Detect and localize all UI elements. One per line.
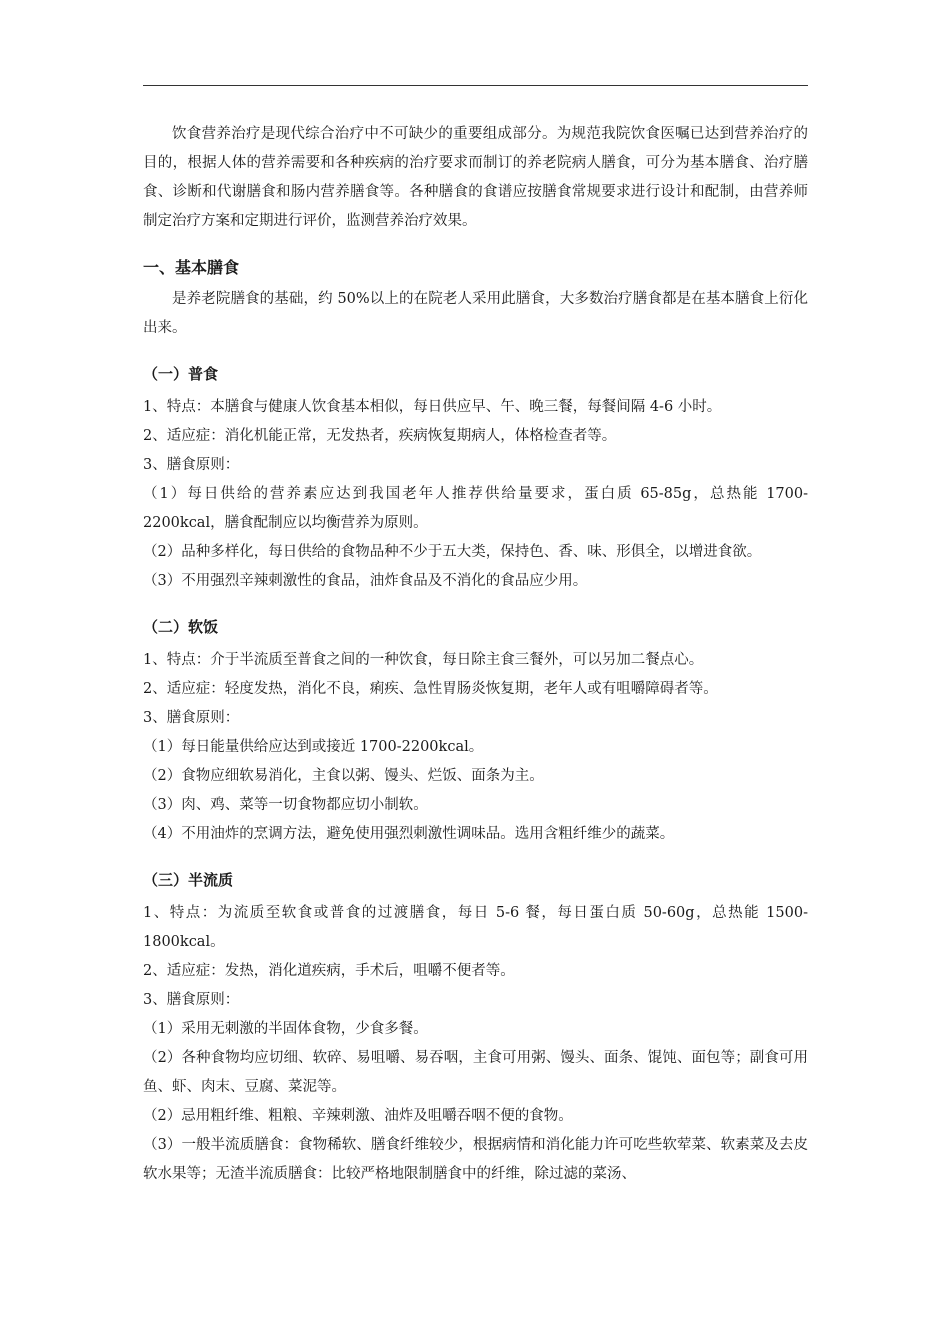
semi-liquid-diet-line: （2）各种食物均应切细、软碎、易咀嚼、易吞咽，主食可用粥、馒头、面条、馄饨、面包等；副食可用鱼、虾、肉末、豆腐、菜泥等。 <box>143 1050 808 1095</box>
soft-diet-line: （3）肉、鸡、菜等一切食物都应切小制软。 <box>143 797 428 813</box>
regular-diet-line: 3、膳食原则： <box>143 457 240 473</box>
semi-liquid-diet-line: （3）一般半流质膳食：食物稀软、膳食纤维较少，根据病情和消化能力许可吃些软荤菜、软素菜及去皮软水果等；无渣半流质膳食：比较严格地限制膳食中的纤维，除过滤的菜汤、 <box>143 1137 808 1182</box>
soft-diet-line: （4）不用油炸的烹调方法，避免使用强烈刺激性调味品。选用含粗纤维少的蔬菜。 <box>143 826 675 842</box>
regular-diet-line: 1、特点：本膳食与健康人饮食基本相似，每日供应早、午、晚三餐，每餐间隔 4-6 小时。 <box>143 399 722 415</box>
document-body <box>143 120 808 1189</box>
semi-liquid-diet-line: 2、适应症：发热，消化道疾病，手术后，咀嚼不便者等。 <box>143 963 515 979</box>
semi-liquid-diet-line: 3、膳食原则： <box>143 992 240 1008</box>
regular-diet-line: （2）品种多样化，每日供给的食物品种不少于五大类，保持色、香、味、形俱全，以增进食欲。 <box>143 544 762 560</box>
soft-diet-line: 1、特点：介于半流质至普食之间的一种饮食，每日除主食三餐外，可以另加二餐点心。 <box>143 652 704 668</box>
regular-diet-line: 2、适应症：消化机能正常，无发热者，疾病恢复期病人，体格检查者等。 <box>143 428 617 444</box>
section-intro-paragraph: 是养老院膳食的基础，约 50%以上的在院老人采用此膳食，大多数治疗膳食都是在基本膳食上衍化出来。 <box>143 291 808 336</box>
header-rule <box>143 85 808 86</box>
semi-liquid-diet-line: 1、特点：为流质至软食或普食的过渡膳食，每日 5-6 餐，每日蛋白质 50-60g，总热能 1500-1800kcal。 <box>143 905 808 950</box>
regular-diet-line: （1）每日供给的营养素应达到我国老年人推荐供给量要求，蛋白质 65-85g，总热能 1700-2200kcal，膳食配制应以均衡营养为原则。 <box>143 486 808 531</box>
subheading-semi-liquid-diet: （三）半流质 <box>143 871 234 889</box>
subheading-soft-diet: （二）软饭 <box>143 618 219 636</box>
section-heading-basic-diet: 一、基本膳食 <box>143 258 240 277</box>
semi-liquid-diet-line: （2）忌用粗纤维、粗粮、辛辣刺激、油炸及咀嚼吞咽不便的食物。 <box>143 1108 573 1124</box>
intro-paragraph: 饮食营养治疗是现代综合治疗中不可缺少的重要组成部分。为规范我院饮食医嘱已达到营养治疗的目的，根据人体的营养需要和各种疾病的治疗要求而制订的养老院病人膳食，可分为基本膳食、治疗膳食、诊断和代谢膳食和肠内营养膳食等。各种膳食的食谱应按膳食常规要求进行设计和配制，由营养师制定治疗方案和定期进行评价，监测营养治疗效果。 <box>143 126 808 229</box>
soft-diet-line: （1）每日能量供给应达到或接近 1700-2200kcal。 <box>143 739 484 755</box>
semi-liquid-diet-line: （1）采用无刺激的半固体食物，少食多餐。 <box>143 1021 428 1037</box>
soft-diet-line: 2、适应症：轻度发热，消化不良，痢疾、急性胃肠炎恢复期，老年人或有咀嚼障碍者等。 <box>143 681 718 697</box>
soft-diet-line: （2）食物应细软易消化，主食以粥、馒头、烂饭、面条为主。 <box>143 768 544 784</box>
soft-diet-line: 3、膳食原则： <box>143 710 240 726</box>
subheading-regular-diet: （一）普食 <box>143 365 219 383</box>
regular-diet-line: （3）不用强烈辛辣刺激性的食品，油炸食品及不消化的食品应少用。 <box>143 573 588 589</box>
